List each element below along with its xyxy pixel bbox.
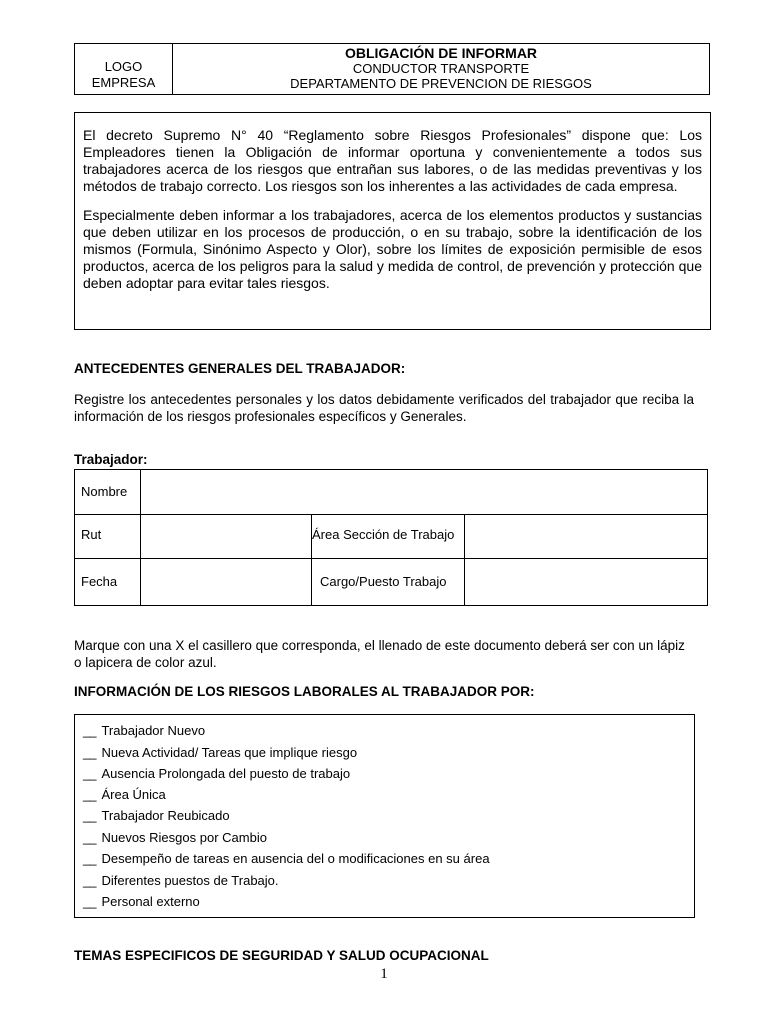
intro-paragraph-1: El decreto Supremo N° 40 “Reglamento sobre Riesgos Profesionales” dispone que: Los Empleadores tienen la Obligación de informar oportuna y convenientemente a todos sus trabajadores acerca de los riesgos que entrañan sus labores, o de las medidas preventivas y los métodos de trabajo correcto. Los riesgos son los inherentes a las actividades de cada empresa. xyxy=(83,127,702,194)
page-number: 1 xyxy=(380,966,388,982)
checklist-item[interactable] xyxy=(83,745,357,760)
checklist-item-label: Trabajador Nuevo xyxy=(101,723,206,738)
logo-line1: LOGO xyxy=(104,59,143,74)
check-blank[interactable]: __ xyxy=(83,851,96,866)
worker-data-table xyxy=(74,469,708,606)
nombre-label: Nombre xyxy=(81,484,128,499)
check-blank[interactable]: __ xyxy=(83,745,96,760)
header-title-block xyxy=(173,44,709,94)
temas-heading: TEMAS ESPECIFICOS DE SEGURIDAD Y SALUD OCUPACIONAL xyxy=(74,948,489,963)
nombre-field[interactable] xyxy=(145,472,701,512)
rut-field[interactable] xyxy=(145,516,307,556)
checklist-item[interactable] xyxy=(83,787,166,802)
check-blank[interactable]: __ xyxy=(83,723,96,738)
cargo-label: Cargo/Puesto Trabajo xyxy=(320,574,447,589)
check-blank[interactable]: __ xyxy=(83,766,96,781)
document-title: OBLIGACIÓN DE INFORMAR xyxy=(344,45,538,61)
checklist-item-label: Desempeño de tareas en ausencia del o modificaciones en su área xyxy=(101,851,490,866)
logo-line2: EMPRESA xyxy=(91,75,156,90)
checklist-item[interactable] xyxy=(83,873,279,888)
antecedentes-heading: ANTECEDENTES GENERALES DEL TRABAJADOR: xyxy=(74,361,406,376)
table-col-divider xyxy=(464,514,465,605)
rut-label: Rut xyxy=(81,527,102,542)
checklist-item-label: Ausencia Prolongada del puesto de trabajo xyxy=(101,766,351,781)
check-blank[interactable]: __ xyxy=(83,894,96,909)
document-subtitle-1: CONDUCTOR TRANSPORTE xyxy=(352,61,530,76)
checklist-item-label: Área Única xyxy=(101,787,166,802)
checklist-item-label: Trabajador Reubicado xyxy=(101,808,230,823)
instruction-text: Marque con una X el casillero que corresponda, el llenado de este documento deberá ser con un lápiz o lapicera de color azul. xyxy=(74,638,685,670)
table-col-divider xyxy=(140,470,141,605)
risk-reason-checklist xyxy=(74,714,695,918)
fecha-field[interactable] xyxy=(145,562,307,602)
checklist-item[interactable] xyxy=(83,851,490,866)
checklist-item[interactable] xyxy=(83,830,267,845)
check-blank[interactable]: __ xyxy=(83,787,96,802)
document-subtitle-2: DEPARTAMENTO DE PREVENCION DE RIESGOS xyxy=(290,76,592,91)
checklist-item[interactable] xyxy=(83,766,350,781)
intro-paragraph-2: Especialmente deben informar a los trabajadores, acerca de los elementos productos y sustancias que deben utilizar en los procesos de producción, o en su trabajo, sobre la identificación de los mismos (Formula, Sinónimo Aspecto y Olor), sobre los límites de exposición permisible de esos productos, acerca de los peligros para la salud y medida de control, de prevención y protección que deben adoptar para evitar tales riesgos. xyxy=(83,207,702,291)
table-row-divider xyxy=(75,514,707,515)
company-logo-placeholder xyxy=(75,44,173,94)
informacion-heading: INFORMACIÓN DE LOS RIESGOS LABORALES AL TRABAJADOR POR: xyxy=(74,684,535,699)
checklist-item-label: Nuevos Riesgos por Cambio xyxy=(101,830,267,845)
checklist-item-label: Nueva Actividad/ Tareas que implique riesgo xyxy=(101,745,358,760)
area-field[interactable] xyxy=(469,516,703,556)
check-blank[interactable]: __ xyxy=(83,808,96,823)
table-row-divider xyxy=(75,558,707,559)
fecha-label: Fecha xyxy=(81,574,118,589)
intro-box xyxy=(74,112,711,330)
area-label: Área Sección de Trabajo xyxy=(312,527,455,542)
checklist-item-label: Diferentes puestos de Trabajo. xyxy=(101,873,279,888)
checklist-item[interactable] xyxy=(83,723,205,738)
cargo-field[interactable] xyxy=(469,562,703,602)
check-blank[interactable]: __ xyxy=(83,873,96,888)
document-header xyxy=(74,43,710,95)
check-blank[interactable]: __ xyxy=(83,830,96,845)
checklist-item-label: Personal externo xyxy=(101,894,200,909)
checklist-item[interactable] xyxy=(83,808,230,823)
checklist-item[interactable] xyxy=(83,894,200,909)
trabajador-label: Trabajador: xyxy=(74,452,148,467)
antecedentes-text: Registre los antecedentes personales y los datos debidamente verificados del trabajador que reciba la información de los riesgos profesionales específicos y Generales. xyxy=(74,392,694,424)
